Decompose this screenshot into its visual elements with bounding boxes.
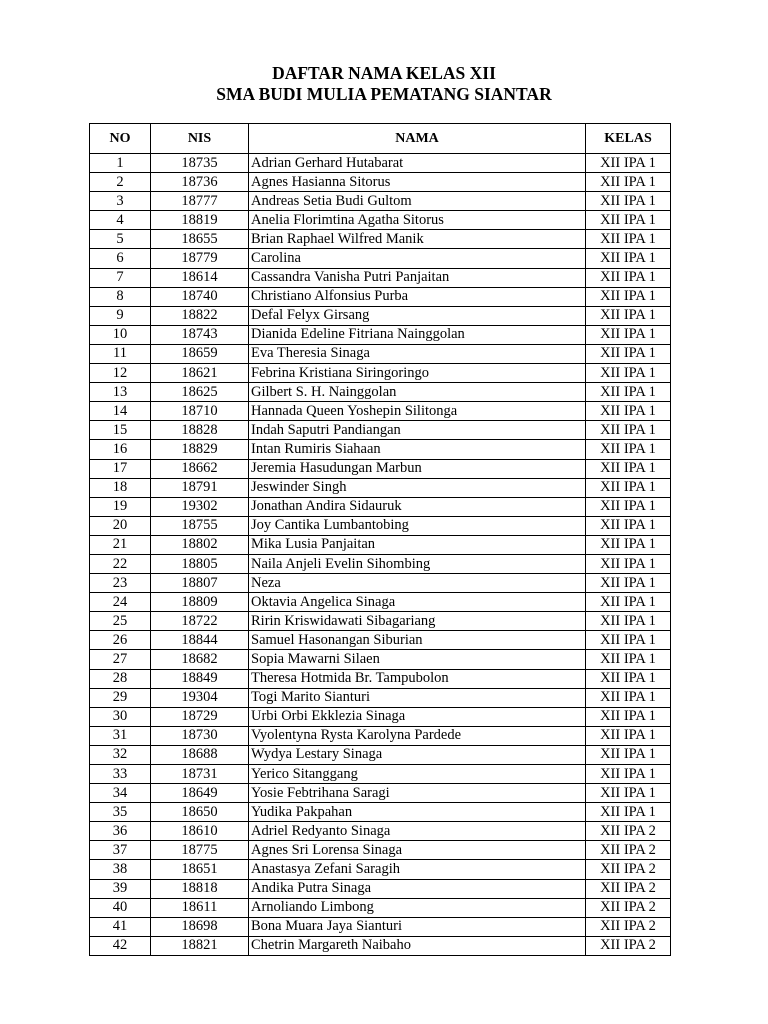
cell-nama: Brian Raphael Wilfred Manik (249, 230, 586, 249)
cell-no: 10 (90, 325, 151, 344)
cell-nama: Mika Lusia Panjaitan (249, 535, 586, 554)
cell-nama: Febrina Kristiana Siringoringo (249, 364, 586, 383)
cell-kelas: XII IPA 1 (586, 554, 671, 573)
cell-nis: 18740 (151, 287, 249, 306)
student-table (89, 123, 671, 956)
table-row (90, 478, 671, 497)
cell-kelas: XII IPA 1 (586, 631, 671, 650)
table-row (90, 268, 671, 287)
cell-kelas: XII IPA 1 (586, 784, 671, 803)
table-row (90, 631, 671, 650)
cell-no: 6 (90, 249, 151, 268)
cell-nis: 18659 (151, 344, 249, 363)
cell-nama: Jonathan Andira Sidauruk (249, 497, 586, 516)
table-row (90, 421, 671, 440)
cell-kelas: XII IPA 1 (586, 765, 671, 784)
cell-no: 2 (90, 173, 151, 192)
cell-nama: Chetrin Margareth Naibaho (249, 936, 586, 955)
cell-nama: Intan Rumiris Siahaan (249, 440, 586, 459)
cell-kelas: XII IPA 1 (586, 478, 671, 497)
cell-no: 7 (90, 268, 151, 287)
cell-kelas: XII IPA 1 (586, 192, 671, 211)
cell-nama: Andreas Setia Budi Gultom (249, 192, 586, 211)
cell-kelas: XII IPA 2 (586, 822, 671, 841)
cell-nama: Oktavia Angelica Sinaga (249, 593, 586, 612)
cell-kelas: XII IPA 1 (586, 249, 671, 268)
cell-kelas: XII IPA 1 (586, 344, 671, 363)
table-row (90, 765, 671, 784)
table-row (90, 860, 671, 879)
cell-kelas: XII IPA 1 (586, 459, 671, 478)
cell-no: 17 (90, 459, 151, 478)
cell-nis: 18729 (151, 707, 249, 726)
cell-no: 16 (90, 440, 151, 459)
cell-nama: Eva Theresia Sinaga (249, 344, 586, 363)
cell-nama: Theresa Hotmida Br. Tampubolon (249, 669, 586, 688)
cell-nis: 18779 (151, 249, 249, 268)
cell-kelas: XII IPA 1 (586, 211, 671, 230)
cell-nis: 18775 (151, 841, 249, 860)
table-body (90, 154, 671, 956)
cell-no: 26 (90, 631, 151, 650)
table-row (90, 650, 671, 669)
cell-nis: 18849 (151, 669, 249, 688)
cell-nama: Gilbert S. H. Nainggolan (249, 383, 586, 402)
cell-kelas: XII IPA 1 (586, 173, 671, 192)
cell-kelas: XII IPA 1 (586, 268, 671, 287)
cell-no: 19 (90, 497, 151, 516)
cell-nama: Sopia Mawarni Silaen (249, 650, 586, 669)
cell-nama: Anastasya Zefani Saragih (249, 860, 586, 879)
table-row (90, 784, 671, 803)
cell-nis: 18614 (151, 268, 249, 287)
cell-kelas: XII IPA 1 (586, 440, 671, 459)
cell-nama: Neza (249, 574, 586, 593)
table-row (90, 230, 671, 249)
cell-nis: 18731 (151, 765, 249, 784)
table-row (90, 383, 671, 402)
cell-nama: Indah Saputri Pandiangan (249, 421, 586, 440)
cell-no: 8 (90, 287, 151, 306)
cell-nama: Yerico Sitanggang (249, 765, 586, 784)
table-row (90, 898, 671, 917)
cell-no: 14 (90, 402, 151, 421)
cell-nis: 18735 (151, 154, 249, 173)
cell-no: 13 (90, 383, 151, 402)
cell-nama: Adrian Gerhard Hutabarat (249, 154, 586, 173)
cell-nis: 18844 (151, 631, 249, 650)
cell-kelas: XII IPA 1 (586, 574, 671, 593)
cell-nama: Christiano Alfonsius Purba (249, 287, 586, 306)
table-row (90, 688, 671, 707)
cell-nis: 18682 (151, 650, 249, 669)
table-row (90, 745, 671, 764)
cell-kelas: XII IPA 1 (586, 287, 671, 306)
cell-nama: Carolina (249, 249, 586, 268)
cell-kelas: XII IPA 1 (586, 516, 671, 535)
school-name: SMA BUDI MULIA PEMATANG SIANTAR (216, 84, 552, 104)
cell-nis: 18819 (151, 211, 249, 230)
cell-no: 28 (90, 669, 151, 688)
cell-nis: 18828 (151, 421, 249, 440)
cell-no: 34 (90, 784, 151, 803)
cell-nis: 18710 (151, 402, 249, 421)
cell-kelas: XII IPA 1 (586, 402, 671, 421)
cell-nama: Adriel Redyanto Sinaga (249, 822, 586, 841)
cell-no: 21 (90, 535, 151, 554)
table-row (90, 192, 671, 211)
cell-kelas: XII IPA 1 (586, 535, 671, 554)
cell-no: 11 (90, 344, 151, 363)
cell-kelas: XII IPA 1 (586, 612, 671, 631)
cell-nis: 18822 (151, 306, 249, 325)
cell-nis: 18805 (151, 554, 249, 573)
cell-no: 27 (90, 650, 151, 669)
cell-nis: 18621 (151, 364, 249, 383)
table-row (90, 516, 671, 535)
table-row (90, 669, 671, 688)
cell-no: 42 (90, 936, 151, 955)
cell-no: 5 (90, 230, 151, 249)
table-row (90, 822, 671, 841)
table-row (90, 249, 671, 268)
cell-nama: Hannada Queen Yoshepin Silitonga (249, 402, 586, 421)
cell-kelas: XII IPA 1 (586, 325, 671, 344)
table-row (90, 173, 671, 192)
table-row (90, 211, 671, 230)
table-row (90, 879, 671, 898)
cell-no: 33 (90, 765, 151, 784)
cell-nama: Anelia Florimtina Agatha Sitorus (249, 211, 586, 230)
cell-nama: Naila Anjeli Evelin Sihombing (249, 554, 586, 573)
cell-no: 31 (90, 726, 151, 745)
cell-nis: 18649 (151, 784, 249, 803)
cell-no: 3 (90, 192, 151, 211)
cell-nis: 18777 (151, 192, 249, 211)
cell-no: 20 (90, 516, 151, 535)
cell-kelas: XII IPA 2 (586, 879, 671, 898)
cell-nis: 19304 (151, 688, 249, 707)
cell-nis: 18722 (151, 612, 249, 631)
cell-kelas: XII IPA 1 (586, 593, 671, 612)
cell-nis: 18698 (151, 917, 249, 936)
cell-nis: 18736 (151, 173, 249, 192)
cell-nis: 18650 (151, 803, 249, 822)
table-row (90, 459, 671, 478)
cell-no: 9 (90, 306, 151, 325)
cell-nis: 18818 (151, 879, 249, 898)
cell-nama: Vyolentyna Rysta Karolyna Pardede (249, 726, 586, 745)
cell-kelas: XII IPA 2 (586, 917, 671, 936)
cell-kelas: XII IPA 1 (586, 230, 671, 249)
header-kelas: KELAS (586, 124, 671, 154)
cell-nis: 18802 (151, 535, 249, 554)
header-nama: NAMA (249, 124, 586, 154)
table-row (90, 154, 671, 173)
cell-nis: 18610 (151, 822, 249, 841)
cell-kelas: XII IPA 2 (586, 936, 671, 955)
cell-kelas: XII IPA 1 (586, 306, 671, 325)
cell-no: 40 (90, 898, 151, 917)
cell-kelas: XII IPA 2 (586, 898, 671, 917)
cell-no: 18 (90, 478, 151, 497)
table-row (90, 917, 671, 936)
table-row (90, 287, 671, 306)
cell-no: 36 (90, 822, 151, 841)
cell-kelas: XII IPA 1 (586, 803, 671, 822)
table-row (90, 364, 671, 383)
table-row (90, 841, 671, 860)
header-no: NO (90, 124, 151, 154)
cell-nama: Ririn Kriswidawati Sibagariang (249, 612, 586, 631)
cell-no: 22 (90, 554, 151, 573)
cell-kelas: XII IPA 1 (586, 745, 671, 764)
cell-nama: Yosie Febtrihana Saragi (249, 784, 586, 803)
cell-nama: Dianida Edeline Fitriana Nainggolan (249, 325, 586, 344)
cell-nis: 18611 (151, 898, 249, 917)
cell-kelas: XII IPA 1 (586, 650, 671, 669)
cell-nis: 18688 (151, 745, 249, 764)
cell-nama: Jeremia Hasudungan Marbun (249, 459, 586, 478)
cell-nama: Bona Muara Jaya Sianturi (249, 917, 586, 936)
cell-no: 1 (90, 154, 151, 173)
cell-nis: 18651 (151, 860, 249, 879)
cell-no: 32 (90, 745, 151, 764)
table-row (90, 803, 671, 822)
cell-nama: Yudika Pakpahan (249, 803, 586, 822)
table-row (90, 574, 671, 593)
table-row (90, 440, 671, 459)
table-row (90, 554, 671, 573)
cell-kelas: XII IPA 1 (586, 364, 671, 383)
cell-kelas: XII IPA 1 (586, 726, 671, 745)
cell-nis: 18807 (151, 574, 249, 593)
cell-no: 4 (90, 211, 151, 230)
cell-nama: Jeswinder Singh (249, 478, 586, 497)
cell-nis: 18625 (151, 383, 249, 402)
cell-kelas: XII IPA 1 (586, 383, 671, 402)
cell-no: 37 (90, 841, 151, 860)
cell-nis: 18791 (151, 478, 249, 497)
cell-nis: 19302 (151, 497, 249, 516)
table-header-row (90, 124, 671, 154)
cell-no: 30 (90, 707, 151, 726)
cell-nama: Agnes Hasianna Sitorus (249, 173, 586, 192)
cell-no: 41 (90, 917, 151, 936)
cell-no: 39 (90, 879, 151, 898)
cell-nis: 18809 (151, 593, 249, 612)
cell-no: 24 (90, 593, 151, 612)
cell-nis: 18755 (151, 516, 249, 535)
table-row (90, 726, 671, 745)
table-row (90, 306, 671, 325)
cell-no: 23 (90, 574, 151, 593)
cell-nama: Cassandra Vanisha Putri Panjaitan (249, 268, 586, 287)
table-row (90, 402, 671, 421)
cell-no: 15 (90, 421, 151, 440)
table-row (90, 325, 671, 344)
table-row (90, 707, 671, 726)
header-nis: NIS (151, 124, 249, 154)
cell-nama: Joy Cantika Lumbantobing (249, 516, 586, 535)
document-title: DAFTAR NAMA KELAS XII (272, 63, 496, 83)
cell-no: 12 (90, 364, 151, 383)
cell-nis: 18743 (151, 325, 249, 344)
cell-nama: Defal Felyx Girsang (249, 306, 586, 325)
cell-nis: 18655 (151, 230, 249, 249)
cell-no: 29 (90, 688, 151, 707)
cell-nama: Agnes Sri Lorensa Sinaga (249, 841, 586, 860)
cell-nis: 18829 (151, 440, 249, 459)
cell-nama: Togi Marito Sianturi (249, 688, 586, 707)
cell-kelas: XII IPA 2 (586, 841, 671, 860)
cell-kelas: XII IPA 1 (586, 154, 671, 173)
cell-kelas: XII IPA 1 (586, 669, 671, 688)
cell-nis: 18662 (151, 459, 249, 478)
cell-nama: Samuel Hasonangan Siburian (249, 631, 586, 650)
cell-kelas: XII IPA 1 (586, 688, 671, 707)
cell-kelas: XII IPA 1 (586, 707, 671, 726)
table-row (90, 344, 671, 363)
cell-kelas: XII IPA 1 (586, 421, 671, 440)
cell-nis: 18730 (151, 726, 249, 745)
table-row (90, 535, 671, 554)
table-row (90, 612, 671, 631)
cell-no: 38 (90, 860, 151, 879)
cell-nis: 18821 (151, 936, 249, 955)
table-row (90, 593, 671, 612)
cell-nama: Wydya Lestary Sinaga (249, 745, 586, 764)
cell-kelas: XII IPA 2 (586, 860, 671, 879)
cell-nama: Arnoliando Limbong (249, 898, 586, 917)
table-row (90, 497, 671, 516)
cell-no: 35 (90, 803, 151, 822)
cell-no: 25 (90, 612, 151, 631)
cell-kelas: XII IPA 1 (586, 497, 671, 516)
cell-nama: Andika Putra Sinaga (249, 879, 586, 898)
cell-nama: Urbi Orbi Ekklezia Sinaga (249, 707, 586, 726)
table-row (90, 936, 671, 955)
